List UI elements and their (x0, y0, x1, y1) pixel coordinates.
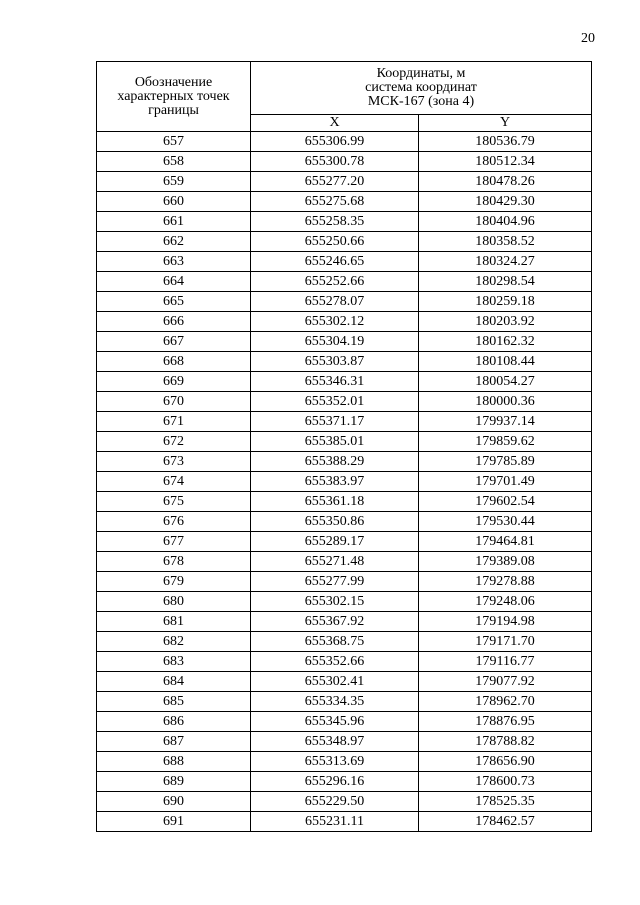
point-id-cell: 669 (97, 372, 251, 392)
y-cell: 178788.82 (419, 732, 592, 752)
x-cell: 655277.20 (251, 172, 419, 192)
y-cell: 178876.95 (419, 712, 592, 732)
y-cell: 179530.44 (419, 512, 592, 532)
x-cell: 655300.78 (251, 152, 419, 172)
table-row (97, 352, 592, 372)
table-row (97, 692, 592, 712)
y-cell: 180404.96 (419, 212, 592, 232)
table-row (97, 332, 592, 352)
x-cell: 655352.66 (251, 652, 419, 672)
table-row (97, 732, 592, 752)
point-id-cell: 676 (97, 512, 251, 532)
x-cell: 655296.16 (251, 772, 419, 792)
x-cell: 655345.96 (251, 712, 419, 732)
point-id-cell: 675 (97, 492, 251, 512)
point-id-cell: 674 (97, 472, 251, 492)
table-row (97, 452, 592, 472)
table-row (97, 272, 592, 292)
table-row (97, 372, 592, 392)
table-row (97, 792, 592, 812)
point-id-cell: 664 (97, 272, 251, 292)
x-cell: 655271.48 (251, 552, 419, 572)
y-cell: 179937.14 (419, 412, 592, 432)
point-id-cell: 667 (97, 332, 251, 352)
table-row (97, 752, 592, 772)
y-cell: 178656.90 (419, 752, 592, 772)
point-id-cell: 658 (97, 152, 251, 172)
header-point-label (97, 62, 251, 132)
point-id-cell: 678 (97, 552, 251, 572)
y-cell: 180512.34 (419, 152, 592, 172)
header-point-label-line-2: характерных точек (117, 88, 230, 104)
point-id-cell: 671 (97, 412, 251, 432)
table-row (97, 432, 592, 452)
y-cell: 180054.27 (419, 372, 592, 392)
y-cell: 179171.70 (419, 632, 592, 652)
x-cell: 655278.07 (251, 292, 419, 312)
point-id-cell: 666 (97, 312, 251, 332)
table-row (97, 512, 592, 532)
y-cell: 180162.32 (419, 332, 592, 352)
header-coords-label (251, 62, 592, 115)
y-cell: 179116.77 (419, 652, 592, 672)
y-cell: 180536.79 (419, 132, 592, 152)
table-row (97, 492, 592, 512)
point-id-cell: 677 (97, 532, 251, 552)
point-id-cell: 670 (97, 392, 251, 412)
table-row (97, 312, 592, 332)
x-cell: 655306.99 (251, 132, 419, 152)
table-row (97, 572, 592, 592)
y-cell: 179248.06 (419, 592, 592, 612)
x-cell: 655368.75 (251, 632, 419, 652)
table-body (97, 132, 592, 832)
y-cell: 179464.81 (419, 532, 592, 552)
page-number: 20 (581, 31, 595, 46)
table-row (97, 632, 592, 652)
y-cell: 180203.92 (419, 312, 592, 332)
point-id-cell: 687 (97, 732, 251, 752)
x-cell: 655371.17 (251, 412, 419, 432)
x-cell: 655302.12 (251, 312, 419, 332)
header-coords-label-line-3: МСК-167 (зона 4) (367, 94, 475, 109)
y-cell: 180358.52 (419, 232, 592, 252)
table-row (97, 132, 592, 152)
table-row (97, 612, 592, 632)
y-cell: 180478.26 (419, 172, 592, 192)
point-id-cell: 662 (97, 232, 251, 252)
header-coords-label-line-2: система координат (365, 80, 477, 95)
point-id-cell: 684 (97, 672, 251, 692)
table-row (97, 292, 592, 312)
x-cell: 655246.65 (251, 252, 419, 272)
header-x: X (251, 115, 419, 132)
point-id-cell: 686 (97, 712, 251, 732)
table-row (97, 152, 592, 172)
y-cell: 179278.88 (419, 572, 592, 592)
y-cell: 180108.44 (419, 352, 592, 372)
point-id-cell: 690 (97, 792, 251, 812)
y-cell: 178600.73 (419, 772, 592, 792)
y-cell: 178525.35 (419, 792, 592, 812)
y-cell: 179785.89 (419, 452, 592, 472)
point-id-cell: 681 (97, 612, 251, 632)
x-cell: 655231.11 (251, 812, 419, 832)
point-id-cell: 680 (97, 592, 251, 612)
point-id-cell: 665 (97, 292, 251, 312)
y-cell: 178962.70 (419, 692, 592, 712)
x-cell: 655304.19 (251, 332, 419, 352)
x-cell: 655277.99 (251, 572, 419, 592)
y-cell: 180298.54 (419, 272, 592, 292)
x-cell: 655275.68 (251, 192, 419, 212)
point-id-cell: 672 (97, 432, 251, 452)
y-cell: 179701.49 (419, 472, 592, 492)
x-cell: 655252.66 (251, 272, 419, 292)
x-cell: 655350.86 (251, 512, 419, 532)
y-cell: 180000.36 (419, 392, 592, 412)
y-cell: 180324.27 (419, 252, 592, 272)
table-row (97, 772, 592, 792)
y-cell: 179389.08 (419, 552, 592, 572)
point-id-cell: 689 (97, 772, 251, 792)
x-cell: 655229.50 (251, 792, 419, 812)
point-id-cell: 688 (97, 752, 251, 772)
point-id-cell: 663 (97, 252, 251, 272)
x-cell: 655388.29 (251, 452, 419, 472)
point-id-cell: 660 (97, 192, 251, 212)
point-id-cell: 683 (97, 652, 251, 672)
table-row (97, 712, 592, 732)
point-id-cell: 682 (97, 632, 251, 652)
y-cell: 179859.62 (419, 432, 592, 452)
x-cell: 655258.35 (251, 212, 419, 232)
point-id-cell: 673 (97, 452, 251, 472)
header-y: Y (419, 115, 592, 132)
table-row (97, 412, 592, 432)
table-row (97, 592, 592, 612)
point-id-cell: 691 (97, 812, 251, 832)
x-cell: 655289.17 (251, 532, 419, 552)
table-row (97, 252, 592, 272)
table-row (97, 672, 592, 692)
y-cell: 180429.30 (419, 192, 592, 212)
header-coords-label-line-1: Координаты, м (376, 66, 466, 81)
table-row (97, 812, 592, 832)
y-cell: 179194.98 (419, 612, 592, 632)
point-id-cell: 685 (97, 692, 251, 712)
header-point-label-line-1: Обозначение (134, 74, 213, 90)
x-cell: 655334.35 (251, 692, 419, 712)
x-cell: 655352.01 (251, 392, 419, 412)
table-row (97, 172, 592, 192)
point-id-cell: 661 (97, 212, 251, 232)
point-id-cell: 668 (97, 352, 251, 372)
header-point-label-line-3: границы (148, 102, 199, 118)
x-cell: 655313.69 (251, 752, 419, 772)
table-row (97, 192, 592, 212)
coordinates-table (96, 61, 592, 832)
x-cell: 655303.87 (251, 352, 419, 372)
x-cell: 655367.92 (251, 612, 419, 632)
y-cell: 180259.18 (419, 292, 592, 312)
table-row (97, 392, 592, 412)
y-cell: 179077.92 (419, 672, 592, 692)
table-row (97, 552, 592, 572)
x-cell: 655250.66 (251, 232, 419, 252)
point-id-cell: 657 (97, 132, 251, 152)
x-cell: 655302.15 (251, 592, 419, 612)
table-row (97, 212, 592, 232)
table-row (97, 532, 592, 552)
point-id-cell: 659 (97, 172, 251, 192)
x-cell: 655383.97 (251, 472, 419, 492)
point-id-cell: 679 (97, 572, 251, 592)
table-row (97, 472, 592, 492)
table-row (97, 652, 592, 672)
y-cell: 178462.57 (419, 812, 592, 832)
table-row (97, 232, 592, 252)
x-cell: 655361.18 (251, 492, 419, 512)
x-cell: 655385.01 (251, 432, 419, 452)
x-cell: 655346.31 (251, 372, 419, 392)
x-cell: 655302.41 (251, 672, 419, 692)
y-cell: 179602.54 (419, 492, 592, 512)
x-cell: 655348.97 (251, 732, 419, 752)
